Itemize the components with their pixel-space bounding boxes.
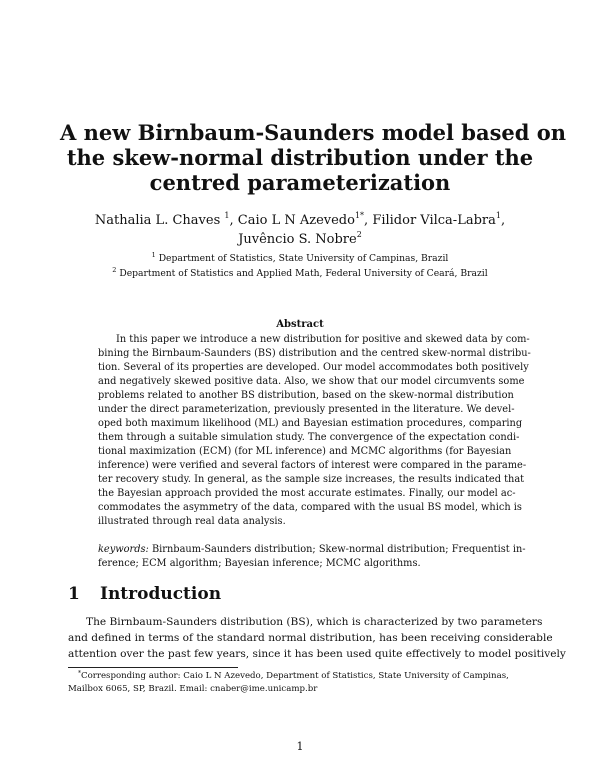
footnote-line: [68, 670, 532, 683]
affiliation-list: [60, 251, 540, 281]
affiliation-item: [60, 266, 540, 281]
abstract-line: bining the Birnbaum-Saunders (BS) distribution and the centred skew-normal distribu-: [98, 348, 531, 359]
abstract-body: [98, 333, 531, 529]
affiliation-text: Department of Statistics and Applied Math, Federal University of Ceará, Brazil: [119, 268, 488, 279]
intro-line: and defined in terms of the standard normal distribution, has been receiving considerable: [68, 632, 553, 644]
affiliation-mark: 1: [495, 211, 501, 220]
footnote-mark: *: [78, 670, 81, 677]
author-list: Nathalia L. Chaves $^1$, Caio L N Azevedo$^{1*}$, Filidor Vilca-Labra$^1$, Juvêncio S. Nobre$^2$: [94, 211, 506, 247]
affiliation-mark: 2: [112, 266, 117, 274]
author-name: Nathalia L. Chaves: [94, 213, 221, 228]
abstract-heading: Abstract: [276, 319, 324, 330]
affiliation-text: Department of Statistics, State University of Campinas, Brazil: [158, 253, 449, 264]
abstract-line: commodates the asymmetry of the data, compared with the usual BS model, which is: [98, 502, 522, 513]
affiliation-mark: 1: [151, 251, 156, 259]
abstract-line: tion. Several of its properties are developed. Our model accommodates both positively: [98, 362, 529, 373]
affiliation-mark: 2: [356, 230, 362, 239]
abstract-line: illustrated through real data analysis.: [98, 516, 286, 527]
intro-paragraph: [68, 614, 566, 662]
page-number: 1: [296, 740, 304, 753]
title-line: centred parameterization: [149, 170, 451, 195]
section-title: Introduction: [100, 584, 222, 604]
abstract-line: tional maximization (ECM) (for ML inference) and MCMC algorithms (for Bayesian: [98, 446, 512, 457]
keywords-label: keywords:: [98, 544, 149, 555]
author-name: Caio L N Azevedo: [237, 213, 355, 228]
abstract-line: and negatively skewed positive data. Also, we show that our model circumvents some: [98, 376, 525, 387]
author-name: Filidor Vilca-Labra: [372, 213, 496, 228]
footnote-line: Mailbox 6065, SP, Brazil. Email: cnaber@ime.unicamp.br: [68, 684, 318, 694]
intro-line: attention over the past few years, since it has been used quite effectively to model positively: [68, 648, 566, 660]
abstract-line: problems related to another BS distribution, based on the skew-normal distribution: [98, 390, 514, 401]
paper-title: [60, 120, 567, 195]
keywords-line: [98, 543, 526, 557]
author-name: Juvêncio S. Nobre: [238, 232, 357, 247]
abstract-line: In this paper we introduce a new distribution for positive and skewed data by com-: [116, 334, 530, 345]
footnote: [68, 670, 532, 696]
keywords: [98, 543, 526, 571]
affiliation-item: [60, 251, 540, 266]
footnote-rule: [68, 667, 238, 668]
intro-line: The Birnbaum-Saunders distribution (BS), which is characterized by two parameters: [86, 616, 543, 628]
keywords-line: ference; ECM algorithm; Bayesian inference; MCMC algorithms.: [98, 558, 421, 569]
abstract-line: inference) were verified and several factors of interest were compared in the parame-: [98, 460, 527, 471]
title-line: the skew-normal distribution under the: [66, 145, 534, 170]
abstract-line: under the direct parameterization, previously presented in the literature. We devel-: [98, 404, 515, 415]
keywords-text: Birnbaum-Saunders distribution; Skew-normal distribution; Frequentist in-: [151, 544, 526, 555]
title-line: A new Birnbaum-Saunders model based on: [60, 120, 567, 145]
footnote-text: Corresponding author: Caio L N Azevedo, Department of Statistics, State University of Campinas,: [81, 671, 509, 681]
abstract-line: them through a suitable simulation study. The convergence of the expectation condi-: [98, 432, 520, 443]
affiliation-mark: 1*: [354, 211, 365, 220]
abstract-line: oped both maximum likelihood (ML) and Bayesian estimation procedures, comparing: [98, 418, 523, 429]
abstract-line: the Bayesian approach provided the most accurate estimates. Finally, our model ac-: [98, 488, 516, 499]
section-heading: [68, 584, 221, 604]
abstract-line: ter recovery study. In general, as the sample size increases, the results indicated that: [98, 474, 525, 485]
affiliation-mark: 1: [224, 211, 230, 220]
section-number: 1: [68, 584, 80, 604]
